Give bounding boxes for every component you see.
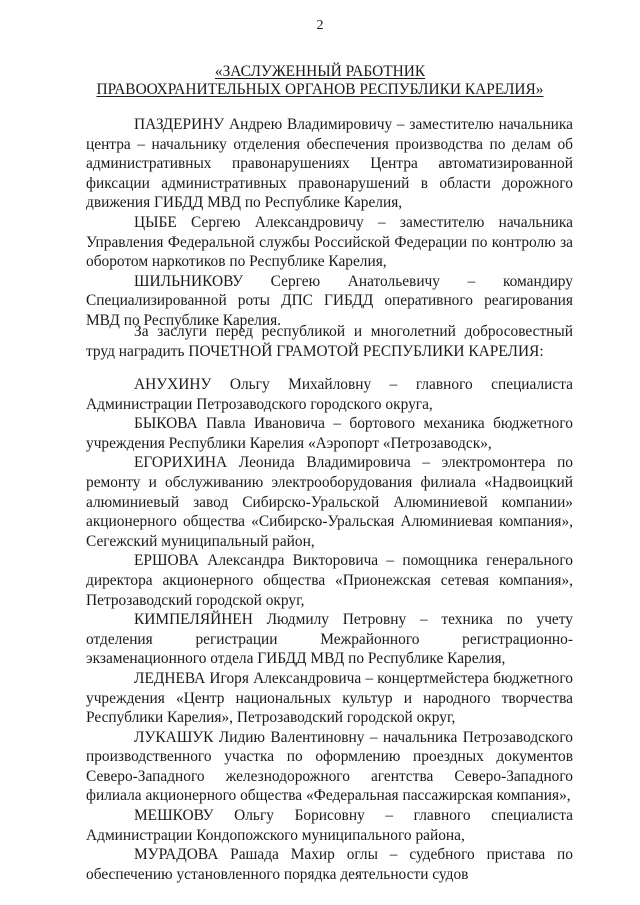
page-number: 2 <box>316 18 324 33</box>
recipient-paragraph: ЦЫБЕ Сергею Александровичу – заместителю начальника Управления Федеральной службы Российской Федерации по контролю за оборотом наркотиков по Республике Карелия, <box>86 213 573 271</box>
recipient-paragraph: МЕШКОВУ Ольгу Борисовну – главного специалиста Администрации Кондопожского муниципального района, <box>86 807 573 844</box>
recipient-paragraph: КИМПЕЛЯЙНЕН Людмилу Петровну – техника по учету отделения регистрации Межрайонного регистрационно-экзаменационного отдела ГИБДД МВД по Республике Карелия, <box>86 611 573 668</box>
award-title <box>86 63 554 98</box>
recipient-paragraph: ПАЗДЕРИНУ Андрею Владимировичу – заместителю начальника центра – начальнику отделения обеспечения производства по делам об административных правонарушениях Центра автоматизированной фиксации административных правонарушений в области дорожного движения ГИБДД МВД по Республике Карелия, <box>86 116 573 212</box>
honorary-title-recipients <box>86 115 573 331</box>
recipient-paragraph: БЫКОВА Павла Ивановича – бортового механика бюджетного учреждения Республики Карелия «Аэропорт «Петрозаводск», <box>86 415 573 452</box>
award-title-line-2: ПРАВООХРАНИТЕЛЬНЫХ ОРГАНОВ РЕСПУБЛИКИ КАРЕЛИЯ» <box>96 80 544 98</box>
recipient-paragraph: АНУХИНУ Ольгу Михайловну – главного специалиста Администрации Петрозаводского городского округа, <box>86 376 573 413</box>
certificate-recipients <box>86 375 573 884</box>
recipient-paragraph: ШИЛЬНИКОВУ Сергею Анатольевичу – командиру Специализированной роты ДПС ГИБДД оперативного реагирования МВД по Республике Карелия. <box>86 272 573 329</box>
intro-paragraph: За заслуги перед республикой и многолетний добросовестный труд наградить ПОЧЕТНОЙ ГРАМОТОЙ РЕСПУБЛИКИ КАРЕЛИЯ: <box>86 323 573 360</box>
recipient-paragraph: ЕГОРИХИНА Леонида Владимировича – электромонтера по ремонту и обслуживанию электрооборудования филиала «Надвоицкий алюминиевый завод Сибирско-Уральской Алюминиевой компании» акционерного общества «Сибирско-Уральская Алюминиевая компания», Сегежский муниципальный район, <box>86 454 573 550</box>
recipient-paragraph: МУРАДОВА Рашада Махир оглы – судебного пристава по обеспечению установленного порядка деятельности судов <box>86 846 573 883</box>
recipient-paragraph: ЕРШОВА Александра Викторовича – помощника генерального директора акционерного общества «Прионежская сетевая компания», Петрозаводский городской округ, <box>86 552 573 609</box>
recipient-paragraph: ЛЕДНЕВА Игоря Александровича – концертмейстера бюджетного учреждения «Центр национальных культур и народного творчества Республики Карелия», Петрозаводский городской округ, <box>86 669 573 727</box>
decree-intro <box>86 322 573 361</box>
recipient-paragraph: ЛУКАШУК Лидию Валентиновну – начальника Петрозаводского производственного участка по оформлению проездных документов Северо-Западного железнодорожного агентства Северо-Западного филиала акционерного общества «Федеральная пассажирская компания», <box>86 728 573 805</box>
award-title-line-1: «ЗАСЛУЖЕННЫЙ РАБОТНИК <box>214 63 426 80</box>
